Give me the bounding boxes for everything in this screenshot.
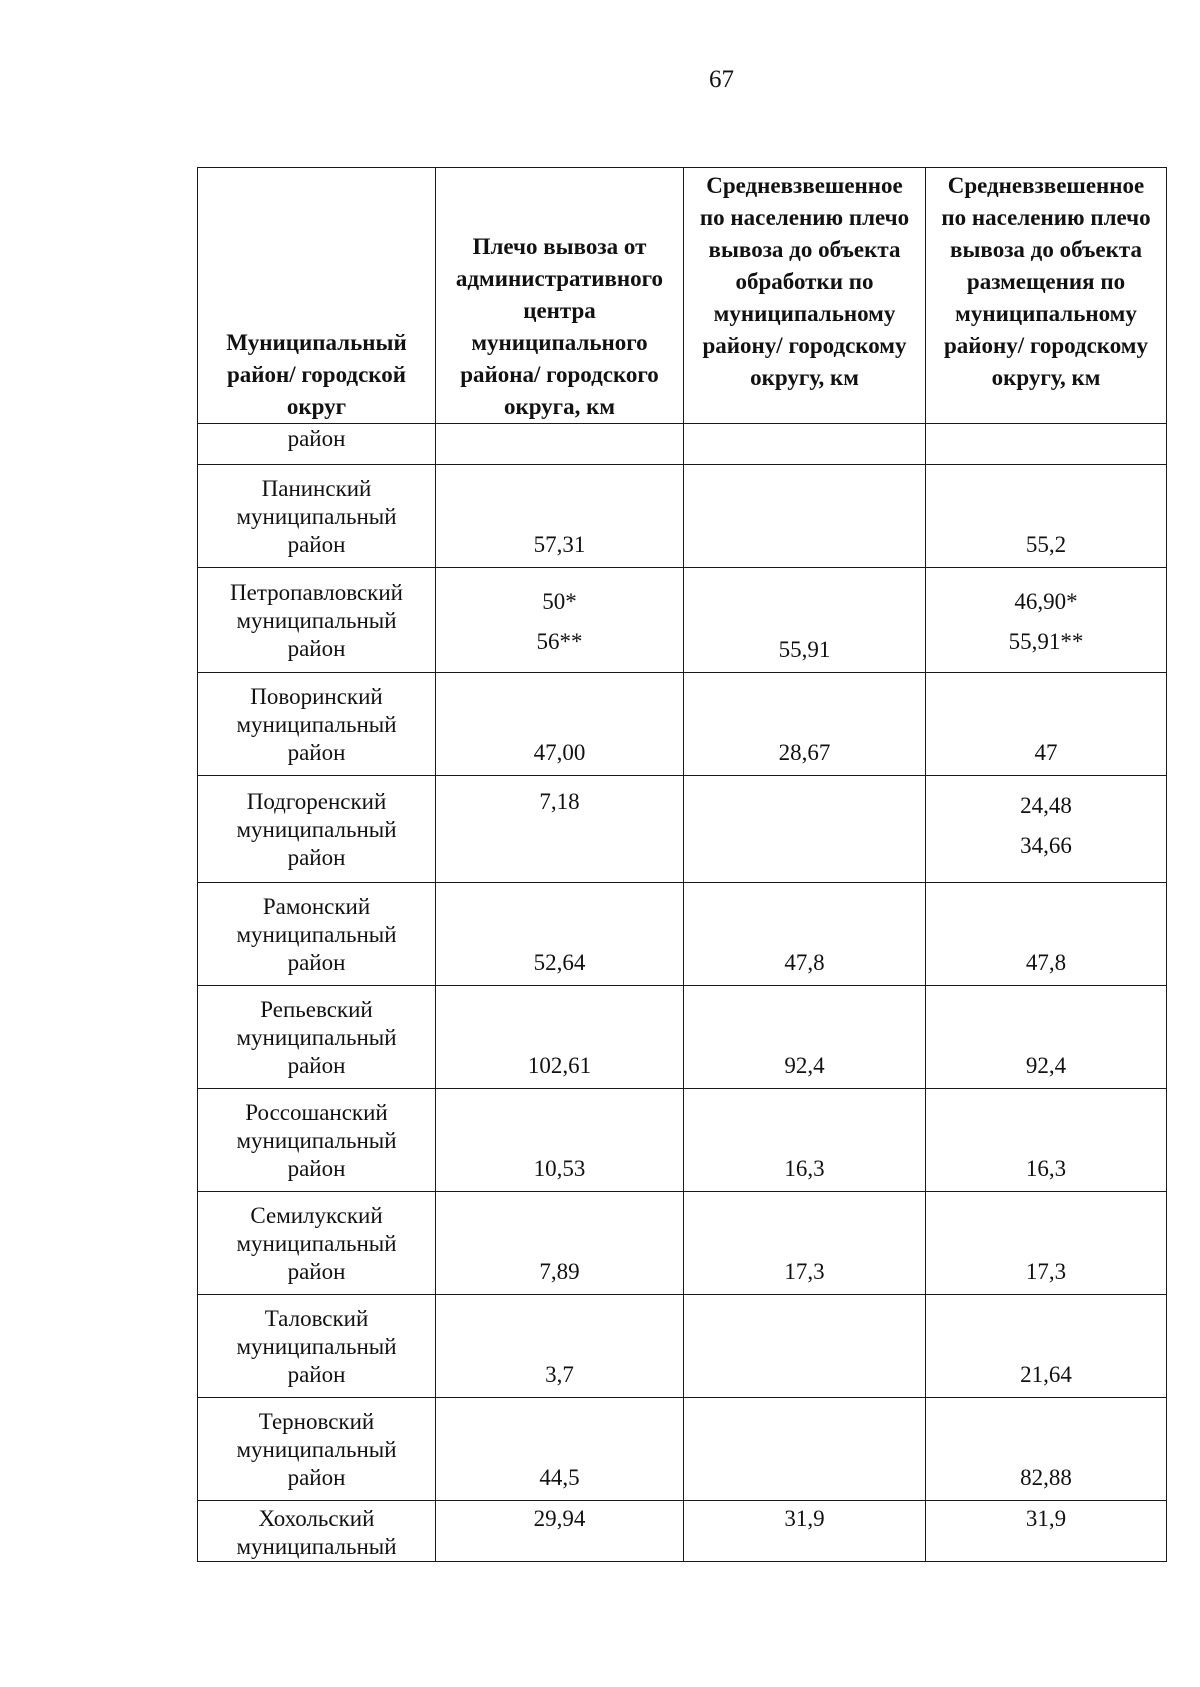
distance-from-center: 102,61	[436, 986, 684, 1089]
municipality-name: Таловский муниципальный район	[198, 1295, 436, 1398]
header-distance-from-center: Плечо вывоза от административного центра муниципального района/ городского округа, км	[436, 168, 684, 424]
table-header-row	[198, 168, 1167, 424]
table-row	[198, 776, 1167, 883]
distance-to-processing	[684, 465, 926, 568]
municipality-name: Поворинский муниципальный район	[198, 673, 436, 776]
distance-to-disposal: 47	[926, 673, 1167, 776]
distance-to-disposal: 17,3	[926, 1192, 1167, 1295]
empty-cell	[926, 424, 1167, 465]
municipality-name: Терновский муниципальный район	[198, 1398, 436, 1501]
distance-from-center: 3,7	[436, 1295, 684, 1398]
distance-to-disposal: 92,4	[926, 986, 1167, 1089]
header-municipality: Муниципальный район/ городской округ	[198, 168, 436, 424]
empty-cell	[436, 424, 684, 465]
distance-from-center: 29,94	[436, 1501, 684, 1562]
table-row-continuation	[198, 424, 1167, 465]
distance-from-center: 47,00	[436, 673, 684, 776]
distance-to-disposal: 16,3	[926, 1089, 1167, 1192]
distance-from-center: 44,5	[436, 1398, 684, 1501]
municipality-name: Подгоренский муниципальный район	[198, 776, 436, 883]
table-row	[198, 1089, 1167, 1192]
page-number: 67	[709, 66, 734, 93]
table-row	[198, 1501, 1167, 1562]
distance-to-processing: 92,4	[684, 986, 926, 1089]
distance-to-disposal: 82,88	[926, 1398, 1167, 1501]
distance-to-processing: 47,8	[684, 883, 926, 986]
table-row	[198, 673, 1167, 776]
distance-to-processing: 31,9	[684, 1501, 926, 1562]
distance-to-processing: 55,91	[684, 568, 926, 673]
municipality-name: Панинский муниципальный район	[198, 465, 436, 568]
distance-to-disposal: 31,9	[926, 1501, 1167, 1562]
distance-from-center: 7,89	[436, 1192, 684, 1295]
transport-distance-table	[197, 167, 1167, 1562]
header-distance-to-disposal: Средневзвешенное по населению плечо вывоза до объекта размещения по муниципальному району/ городскому округу, км	[926, 168, 1167, 424]
table-row	[198, 568, 1167, 673]
distance-from-center: 50* 56**	[436, 568, 684, 673]
distance-to-disposal: 55,2	[926, 465, 1167, 568]
municipality-name: Семилукский муниципальный район	[198, 1192, 436, 1295]
continuation-cell: район	[198, 424, 436, 465]
distance-to-processing: 17,3	[684, 1192, 926, 1295]
distance-to-disposal: 21,64	[926, 1295, 1167, 1398]
distance-to-processing: 28,67	[684, 673, 926, 776]
table-row	[198, 465, 1167, 568]
distance-to-processing	[684, 1398, 926, 1501]
distance-to-disposal: 46,90* 55,91**	[926, 568, 1167, 673]
table-row	[198, 1192, 1167, 1295]
empty-cell	[684, 424, 926, 465]
municipality-name: Рамонский муниципальный район	[198, 883, 436, 986]
table-row	[198, 1295, 1167, 1398]
header-distance-to-processing: Средневзвешенное по населению плечо вывоза до объекта обработки по муниципальному району/ городскому округу, км	[684, 168, 926, 424]
distance-to-processing	[684, 1295, 926, 1398]
municipality-name: Репьевский муниципальный район	[198, 986, 436, 1089]
distance-to-disposal: 24,48 34,66	[926, 776, 1167, 883]
distance-from-center: 52,64	[436, 883, 684, 986]
municipality-name: Петропавловский муниципальный район	[198, 568, 436, 673]
distance-from-center: 57,31	[436, 465, 684, 568]
table-row	[198, 986, 1167, 1089]
municipality-name: Россошанский муниципальный район	[198, 1089, 436, 1192]
table-row	[198, 883, 1167, 986]
distance-to-processing: 16,3	[684, 1089, 926, 1192]
distance-from-center: 10,53	[436, 1089, 684, 1192]
municipality-name: Хохольский муниципальный	[198, 1501, 436, 1562]
table-row	[198, 1398, 1167, 1501]
distance-from-center: 7,18	[436, 776, 684, 883]
distance-to-disposal: 47,8	[926, 883, 1167, 986]
distance-to-processing	[684, 776, 926, 883]
